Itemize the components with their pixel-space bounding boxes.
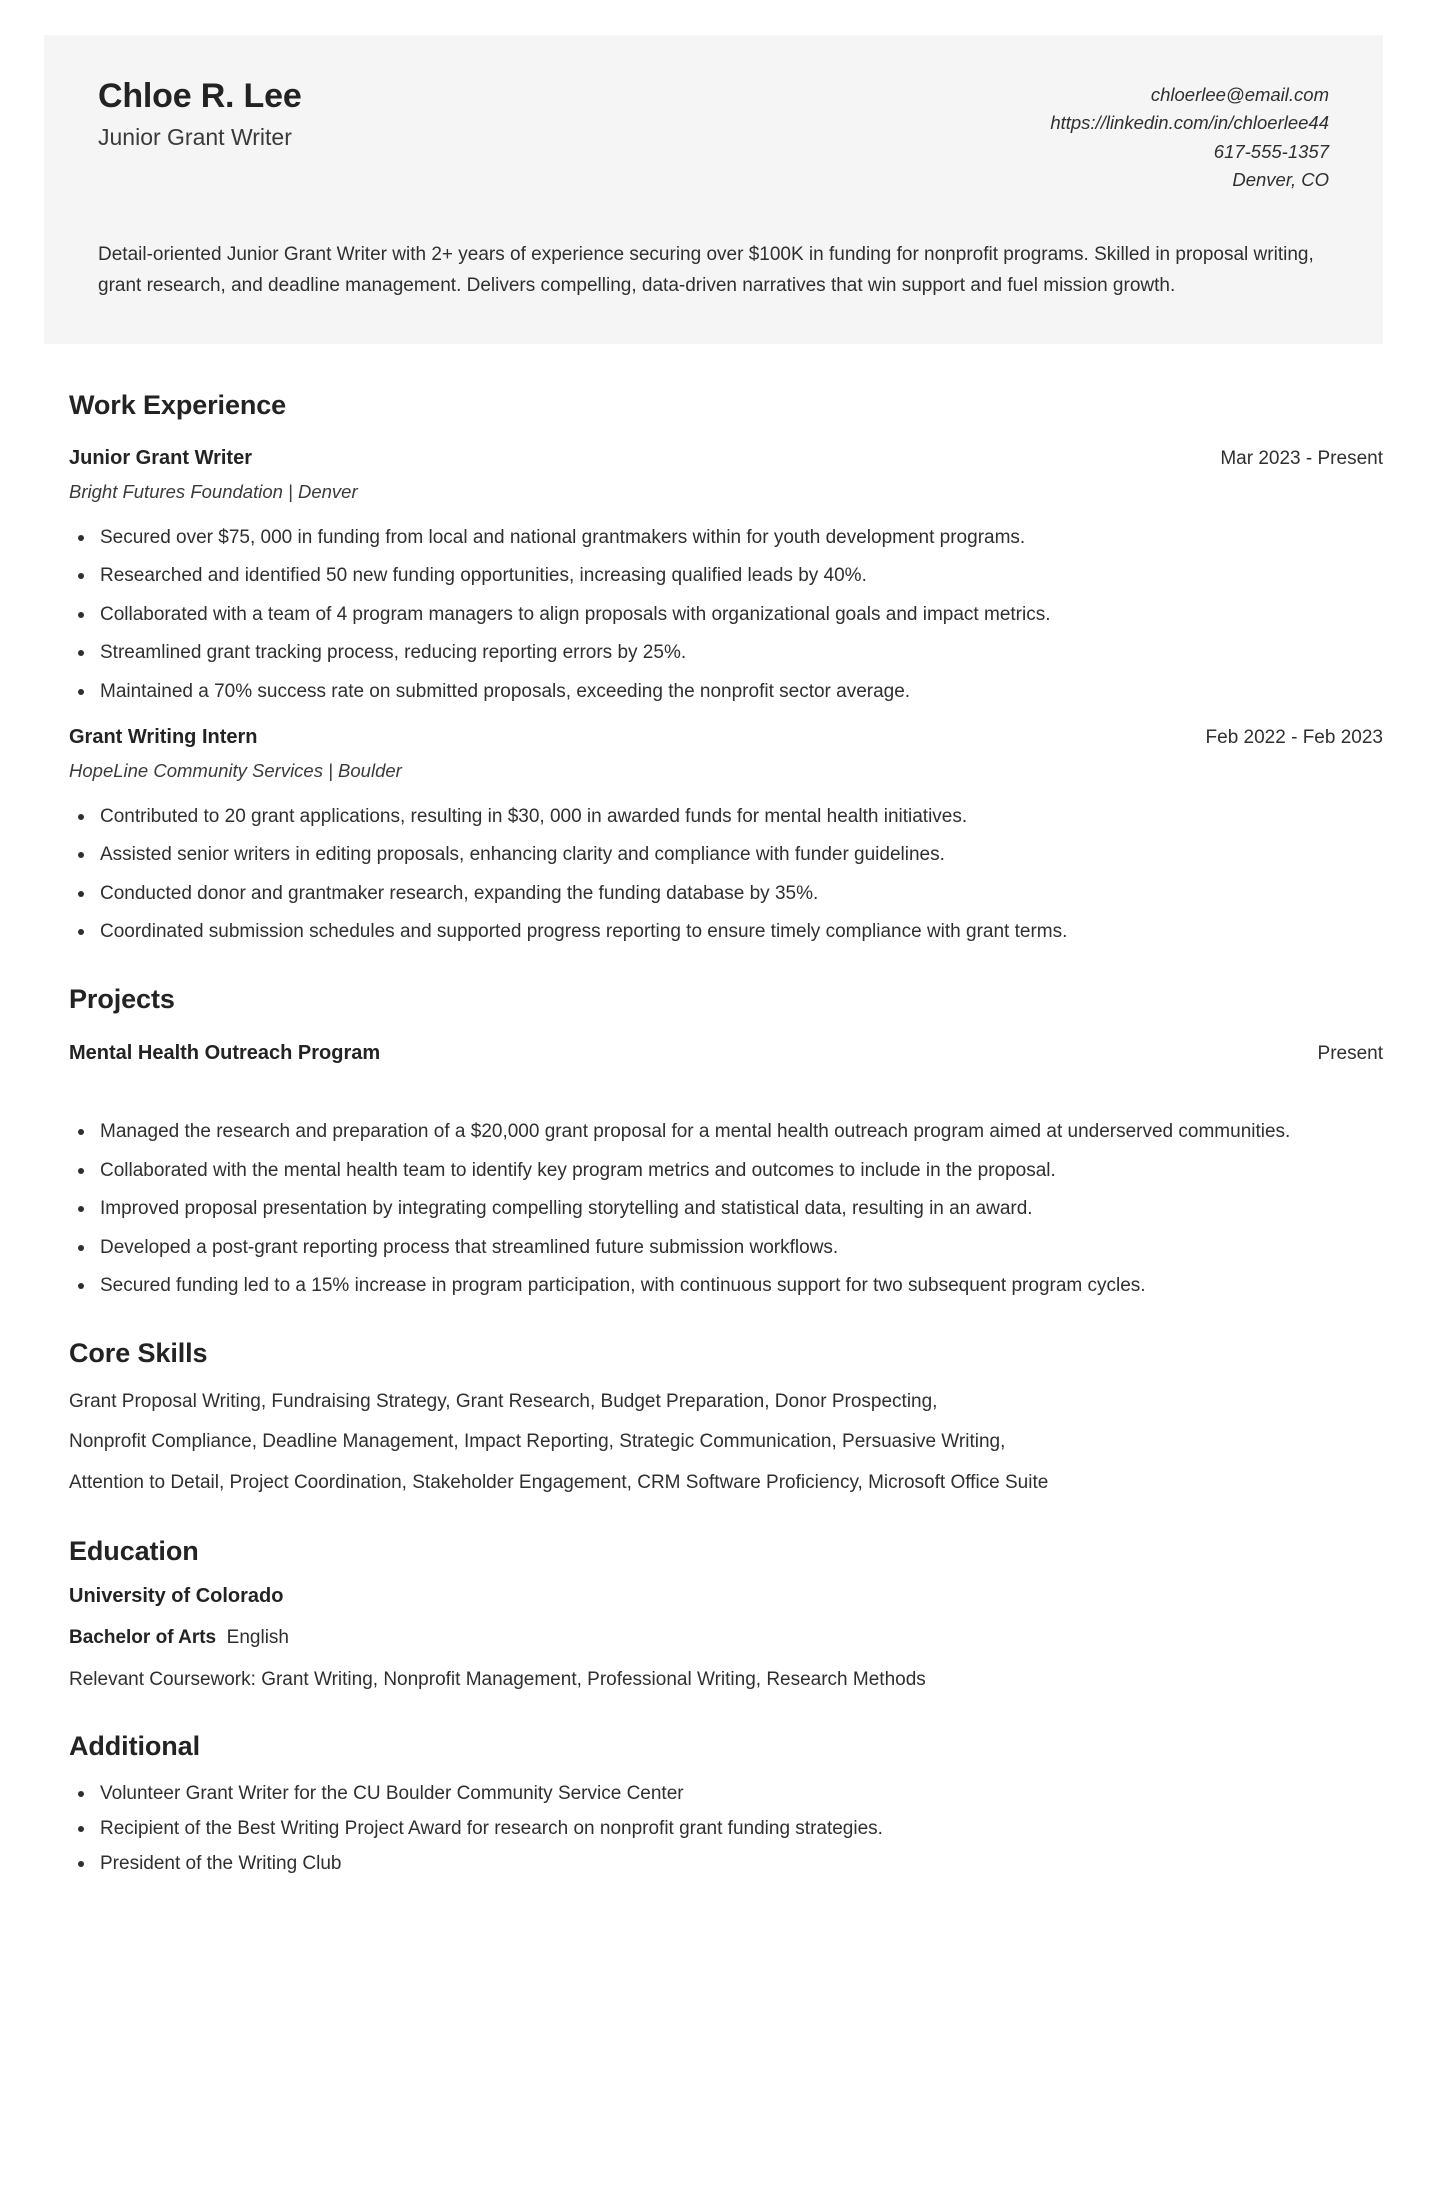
candidate-job-title: Junior Grant Writer [98, 124, 292, 151]
bullet-item: Researched and identified 50 new funding opportunities, increasing qualified leads by 40%. [69, 561, 1383, 590]
project-entry-head [69, 1040, 1383, 1067]
bullet-item: Collaborated with a team of 4 program managers to align proposals with organizational goals and impact metrics. [69, 600, 1383, 629]
work-entry-role: Grant Writing Intern [69, 726, 258, 749]
project-entry-bullets [69, 1117, 1383, 1300]
candidate-name: Chloe R. Lee [98, 77, 302, 115]
education-degree-row [69, 1625, 1383, 1651]
professional-summary: Detail-oriented Junior Grant Writer with 2+ years of experience securing over $100K in funding for nonprofit programs. Skilled in proposal writing, grant research, and deadline management. Delivers compelling, data-driven narratives that win support and fuel mission growth. [98, 244, 1314, 297]
education-degree: Bachelor of Arts [69, 1627, 217, 1649]
skills-line: Attention to Detail, Project Coordination, Stakeholder Engagement, CRM Software Proficiency, Microsoft Office Suite [69, 1472, 1049, 1494]
contact-linkedin[interactable]: https://linkedin.com/in/chloerlee44 [1050, 112, 1329, 134]
bullet-item: Streamlined grant tracking process, reducing reporting errors by 25%. [69, 638, 1383, 667]
contact-email[interactable]: chloerlee@email.com [1150, 84, 1329, 105]
bullet-item: President of the Writing Club [69, 1849, 1383, 1878]
identity-block [98, 75, 302, 153]
bullet-item: Assisted senior writers in editing proposals, enhancing clarity and compliance with funder guidelines. [69, 840, 1383, 869]
contact-phone[interactable]: 617-555-1357 [1213, 140, 1329, 162]
bullet-item: Collaborated with the mental health team to identify key program metrics and outcomes to include in the proposal. [69, 1156, 1383, 1185]
section-title-work-experience: Work Experience [69, 390, 287, 421]
work-entry-head [69, 445, 1383, 472]
bullet-item: Contributed to 20 grant applications, resulting in $30, 000 in awarded funds for mental health initiatives. [69, 802, 1383, 831]
work-entry-bullets [69, 523, 1383, 706]
section-title-core-skills: Core Skills [69, 1338, 208, 1369]
contact-block [1050, 75, 1329, 194]
bullet-item: Managed the research and preparation of a $20,000 grant proposal for a mental health outreach program aimed at underserved communities. [69, 1117, 1383, 1146]
bullet-item: Secured over $75, 000 in funding from local and national grantmakers within for youth development programs. [69, 523, 1383, 552]
additional-bullets [69, 1779, 1383, 1879]
core-skills-body [69, 1388, 1383, 1499]
education-body [69, 1583, 1383, 1693]
project-entry-date: Present [1317, 1042, 1383, 1064]
project-entry [69, 1024, 1383, 1301]
work-entry-company: HopeLine Community Services | Boulder [69, 759, 402, 781]
skills-line: Grant Proposal Writing, Fundraising Strategy, Grant Research, Budget Preparation, Donor Prospecting, [69, 1390, 938, 1412]
section-title-education: Education [69, 1536, 199, 1567]
work-entry-date: Mar 2023 - Present [1220, 448, 1383, 470]
section-title-projects: Projects [69, 984, 175, 1015]
work-entry-head [69, 724, 1383, 751]
resume-header-panel [44, 35, 1383, 344]
bullet-item: Volunteer Grant Writer for the CU Boulder Community Service Center [69, 1779, 1383, 1808]
bullet-item: Secured funding led to a 15% increase in program participation, with continuous support for two subsequent program cycles. [69, 1271, 1383, 1300]
work-entry-company: Bright Futures Foundation | Denver [69, 480, 358, 502]
work-entry [69, 429, 1383, 706]
education-major: English [226, 1627, 289, 1649]
bullet-item: Recipient of the Best Writing Project Award for research on nonprofit grant funding strategies. [69, 1814, 1383, 1843]
section-title-additional: Additional [69, 1731, 200, 1762]
work-entry-date: Feb 2022 - Feb 2023 [1205, 727, 1383, 749]
project-entry-subtitle [69, 1074, 1383, 1099]
bullet-item: Developed a post-grant reporting process that streamlined future submission workflows. [69, 1233, 1383, 1262]
bullet-item: Conducted donor and grantmaker research, expanding the funding database by 35%. [69, 879, 1383, 908]
work-entry [69, 706, 1383, 946]
bullet-item: Maintained a 70% success rate on submitted proposals, exceeding the nonprofit sector average. [69, 677, 1383, 706]
section-education [44, 1534, 1383, 1693]
bullet-item: Improved proposal presentation by integrating compelling storytelling and statistical data, resulting in an award. [69, 1194, 1383, 1223]
header-top-row [98, 75, 1329, 194]
contact-location: Denver, CO [1232, 168, 1329, 190]
section-work-experience [44, 388, 1383, 946]
skills-line: Nonprofit Compliance, Deadline Management, Impact Reporting, Strategic Communication, Persuasive Writing, [69, 1431, 1006, 1453]
education-coursework: Relevant Coursework: Grant Writing, Nonprofit Management, Professional Writing, Research Methods [69, 1668, 926, 1690]
project-entry-title: Mental Health Outreach Program [69, 1041, 381, 1064]
work-entry-role: Junior Grant Writer [69, 447, 252, 470]
section-core-skills [44, 1336, 1383, 1498]
resume-body [0, 388, 1430, 1879]
work-entry-bullets [69, 802, 1383, 947]
section-projects [44, 982, 1383, 1300]
bullet-item: Coordinated submission schedules and supported progress reporting to ensure timely compliance with grant terms. [69, 917, 1383, 946]
section-additional [44, 1729, 1383, 1878]
education-school: University of Colorado [69, 1585, 284, 1608]
additional-body [69, 1779, 1383, 1879]
resume-document [0, 35, 1430, 2204]
